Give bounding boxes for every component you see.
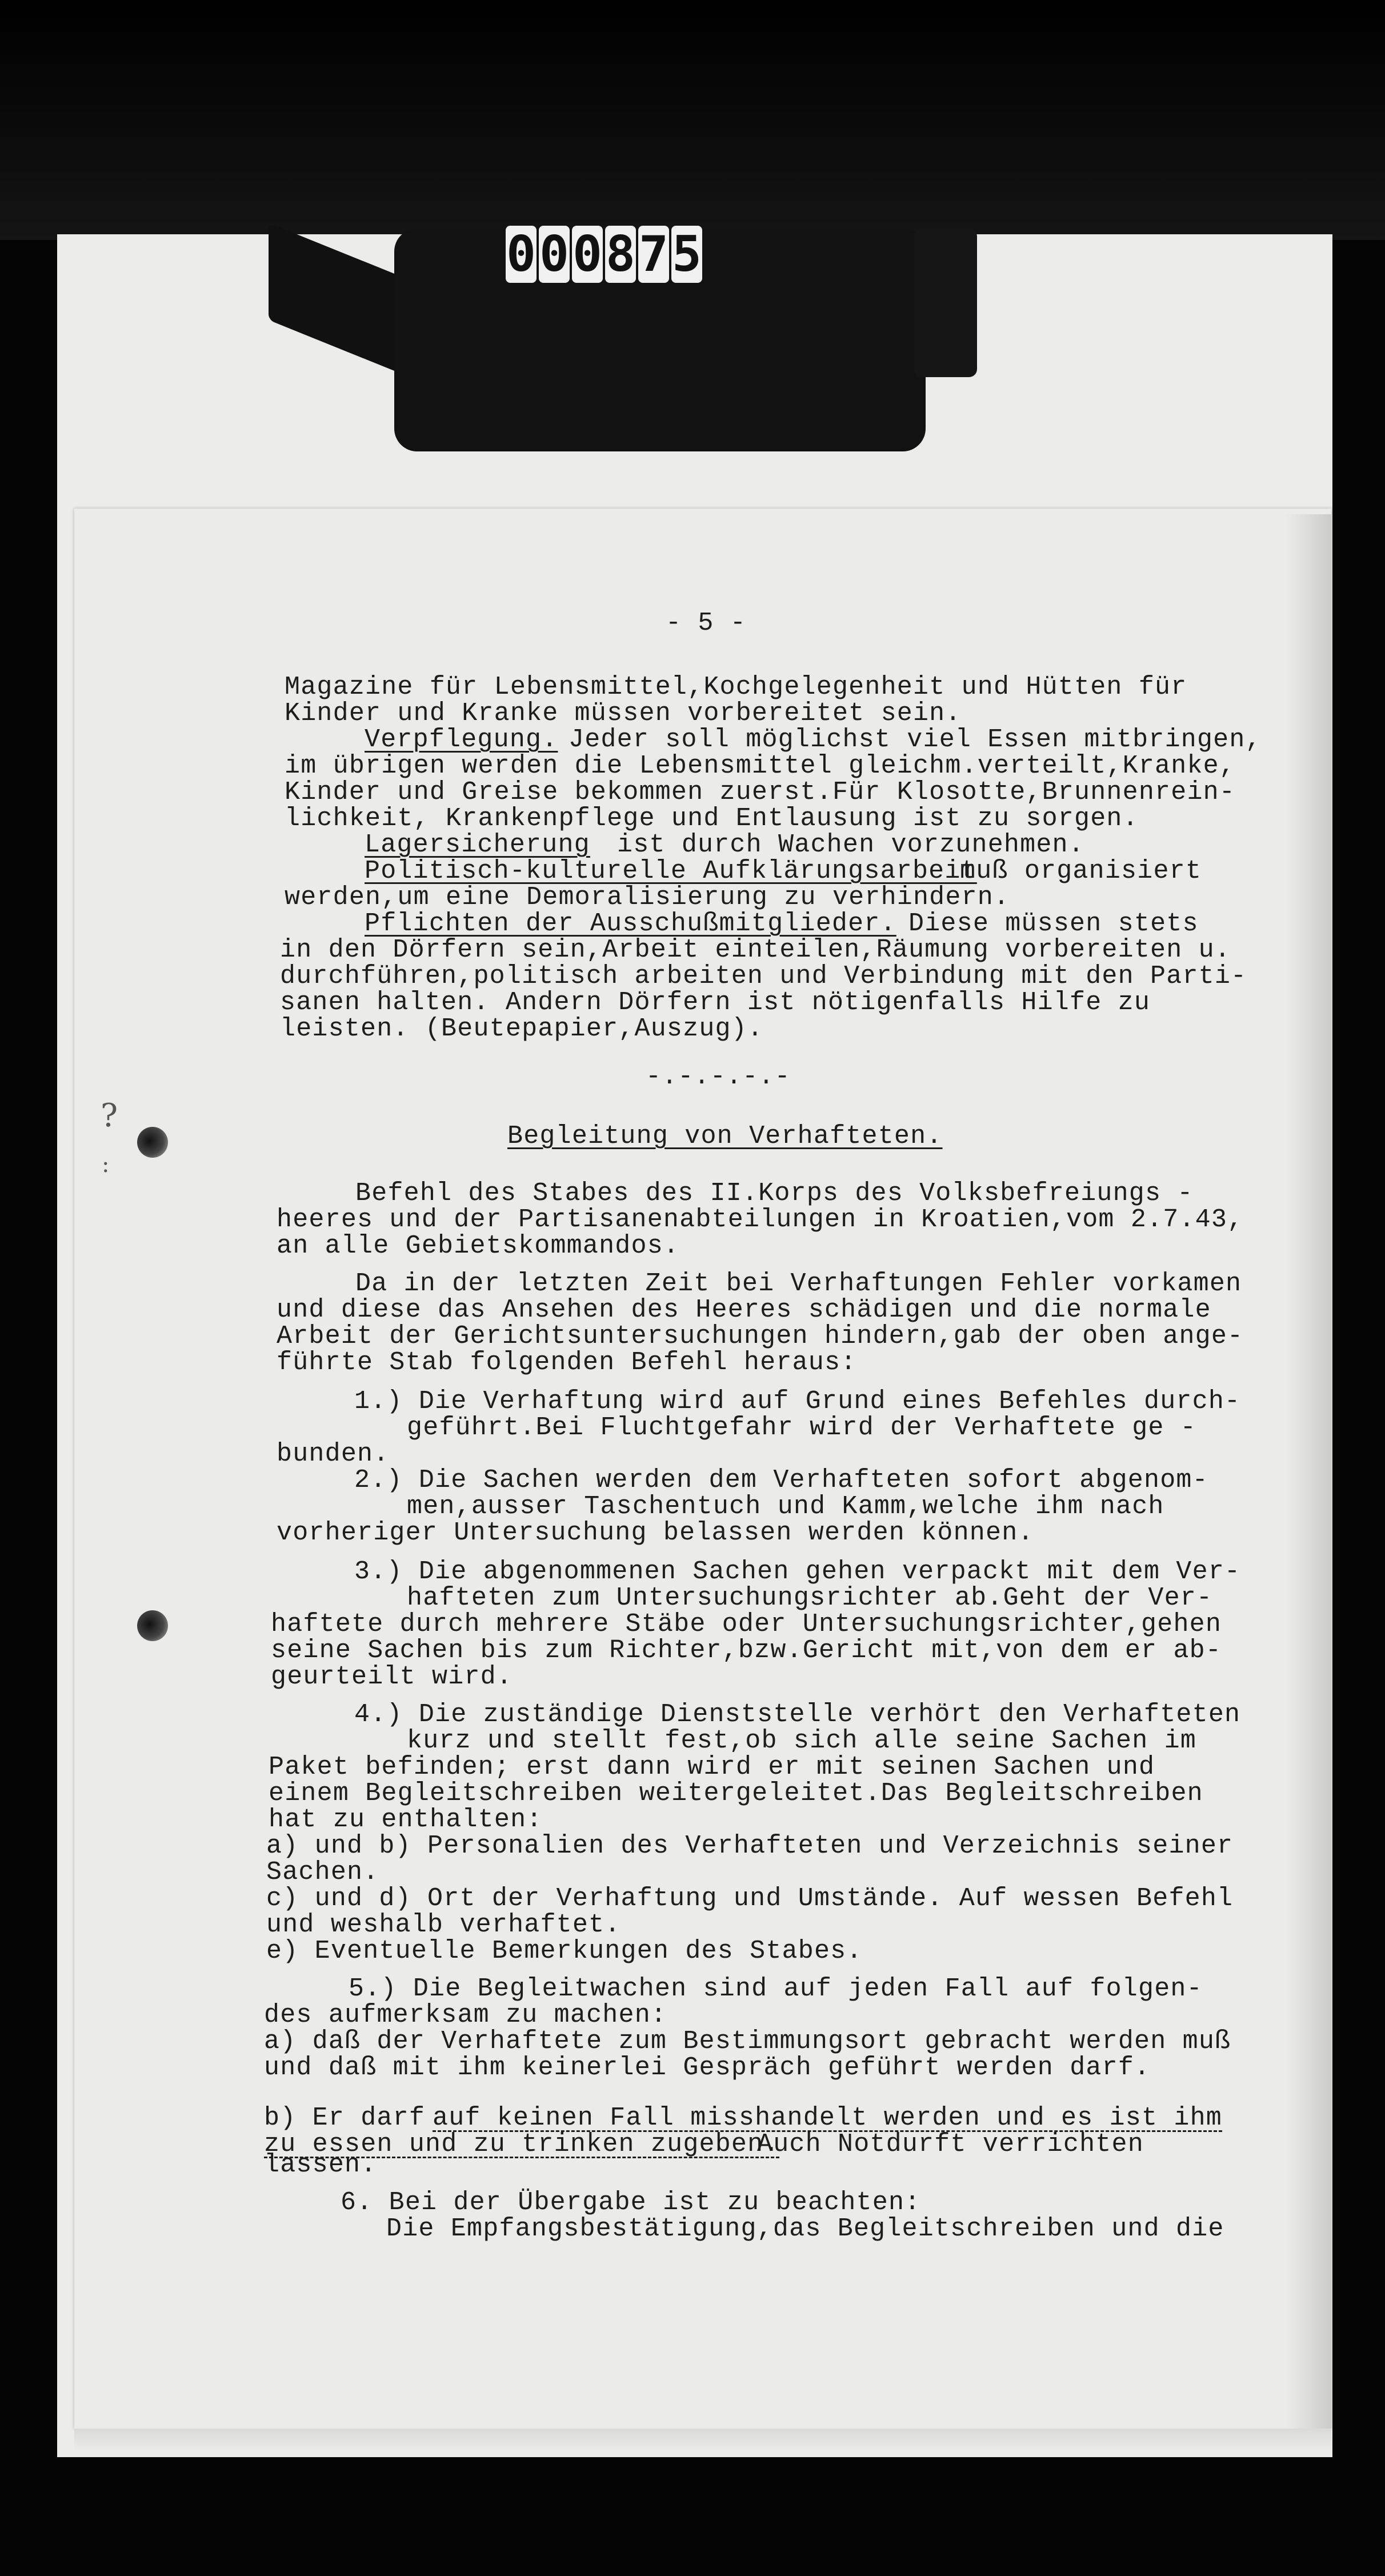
text-line: und weshalb verhaftet. — [266, 1910, 621, 1939]
text-line: einem Begleitschreiben weitergeleitet.Das Begleitschreiben — [269, 1779, 1203, 1808]
text-line: heeres und der Partisanenabteilungen in Kroatien,vom 2.7.43, — [277, 1205, 1244, 1234]
text-line: in den Dörfern sein,Arbeit einteilen,Räumung vorbereiten u. — [280, 935, 1231, 965]
margin-mark: : — [102, 1151, 110, 1178]
counter-digit: 8 — [606, 226, 635, 283]
section-heading: Pflichten der Ausschußmitglieder. — [365, 909, 896, 938]
section-heading: Verpflegung. — [365, 725, 558, 754]
text-line: c) und d) Ort der Verhaftung und Umstände. Auf wessen Befehl — [266, 1884, 1234, 1913]
counter-digit: 5 — [672, 226, 702, 283]
text-line: Sachen. — [266, 1858, 379, 1887]
text-line: Magazine für Lebensmittel,Kochgelegenheit und Hütten für — [285, 673, 1187, 702]
list-item: 6. Bei der Übergabe ist zu beachten: — [341, 2188, 921, 2217]
text-line: lassen. — [264, 2150, 377, 2179]
underlined-text: auf keinen Fall misshandelt werden und es ist ihm — [433, 2103, 1223, 2133]
list-item: 5.) Die Begleitwachen sind auf jeden Fall auf folgen- — [349, 1974, 1203, 2003]
list-item: 4.) Die zuständige Dienststelle verhört den Verhafteten — [354, 1700, 1241, 1729]
text-line: hafteten zum Untersuchungsrichter ab.Geht der Ver- — [407, 1583, 1213, 1613]
text-line: bunden. — [277, 1439, 390, 1469]
text-line: lichkeit, Krankenpflege und Entlausung ist zu sorgen. — [285, 804, 1139, 833]
text-line: Befehl des Stabes des II.Korps des Volksbefreiungs - — [355, 1179, 1194, 1208]
text-line: ist durch Wachen vorzunehmen. — [617, 830, 1084, 859]
text-line: a) und b) Personalien des Verhafteten und Verzeichnis seiner — [266, 1831, 1234, 1861]
page-number: - 5 - — [666, 609, 747, 638]
margin-mark: ? — [101, 1097, 118, 1134]
text-line: Kinder und Greise bekommen zuerst.Für Klosotte,Brunnenrein- — [285, 778, 1236, 807]
text-line: haftete durch mehrere Stäbe oder Untersuchungsrichter,gehen — [271, 1610, 1222, 1639]
text-line: hat zu enthalten: — [269, 1805, 543, 1834]
list-item: 3.) Die abgenommenen Sachen gehen verpackt mit dem Ver- — [354, 1557, 1241, 1586]
text-line: Diese müssen stets — [908, 909, 1199, 938]
counter-digit: 0 — [573, 226, 602, 283]
underlined-text: zu essen und zu trinken zugeben. — [264, 2130, 780, 2159]
list-item: 2.) Die Sachen werden dem Verhafteten sofort abgenom- — [354, 1466, 1208, 1495]
text-line: und daß mit ihm keinerlei Gespräch geführt werden darf. — [264, 2053, 1151, 2082]
text-line: geurteilt wird. — [271, 1662, 513, 1691]
text-line: b) Er darf — [264, 2103, 442, 2133]
list-item: 1.) Die Verhaftung wird auf Grund eines Befehles durch- — [354, 1387, 1241, 1416]
text-line: an alle Gebietskommandos. — [277, 1231, 680, 1261]
counter-digit: 0 — [539, 226, 569, 283]
text-line: geführt.Bei Fluchtgefahr wird der Verhaftete ge - — [407, 1413, 1197, 1442]
text-line: leisten. (Beutepapier,Auszug). — [280, 1014, 764, 1043]
text-line: sanen halten. Andern Dörfern ist nötigenfalls Hilfe zu — [280, 988, 1151, 1017]
text-line: e) Eventuelle Bemerkungen des Stabes. — [266, 1937, 863, 1966]
text-line: Die Empfangsbestätigung,das Begleitschreiben und die — [386, 2214, 1224, 2243]
text-line: Da in der letzten Zeit bei Verhaftungen Fehler vorkamen — [355, 1269, 1242, 1298]
text-line: muß organisiert — [960, 857, 1202, 886]
section-heading: Lagersicherung — [365, 830, 590, 859]
text-line: a) daß der Verhaftete zum Bestimmungsort gebracht werden muß — [264, 2027, 1231, 2056]
text-line: vorheriger Untersuchung belassen werden können. — [277, 1518, 1034, 1547]
separator: -.-.-.-.- — [646, 1062, 791, 1091]
text-line: führte Stab folgenden Befehl heraus: — [277, 1348, 857, 1377]
text-line: Arbeit der Gerichtsuntersuchungen hindern,gab der oben ange- — [277, 1322, 1244, 1351]
text-line: werden,um eine Demoralisierung zu verhindern. — [285, 883, 1010, 912]
text-line: Paket befinden; erst dann wird er mit seinen Sachen und — [269, 1753, 1155, 1782]
text-line: im übrigen werden die Lebensmittel gleichm.verteilt,Kranke, — [285, 751, 1236, 781]
text-line: men,ausser Taschentuch und Kamm,welche ihm nach — [407, 1492, 1164, 1521]
text-line: seine Sachen bis zum Richter,bzw.Gericht mit,von dem er ab- — [271, 1636, 1222, 1665]
section-heading: Politisch-kulturelle Aufklärungsarbeit — [365, 857, 977, 886]
section-title: Begleitung von Verhafteten. — [507, 1122, 943, 1151]
text-line: kurz und stellt fest,ob sich alle seine Sachen im — [407, 1726, 1197, 1755]
text-line: Auch Notdurft verrichten — [757, 2130, 1144, 2159]
text-line: des aufmerksam zu machen: — [264, 2001, 667, 2030]
counter-digit: 0 — [506, 226, 536, 283]
text-line: Kinder und Kranke müssen vorbereitet sein. — [285, 699, 962, 728]
text-line: und diese das Ansehen des Heeres schädigen und die normale — [277, 1295, 1211, 1325]
text-line: Jeder soll möglichst viel Essen mitbringen, — [569, 725, 1262, 754]
text-line: durchführen,politisch arbeiten und Verbindung mit den Parti- — [280, 962, 1247, 991]
counter-digit: 7 — [639, 226, 669, 283]
